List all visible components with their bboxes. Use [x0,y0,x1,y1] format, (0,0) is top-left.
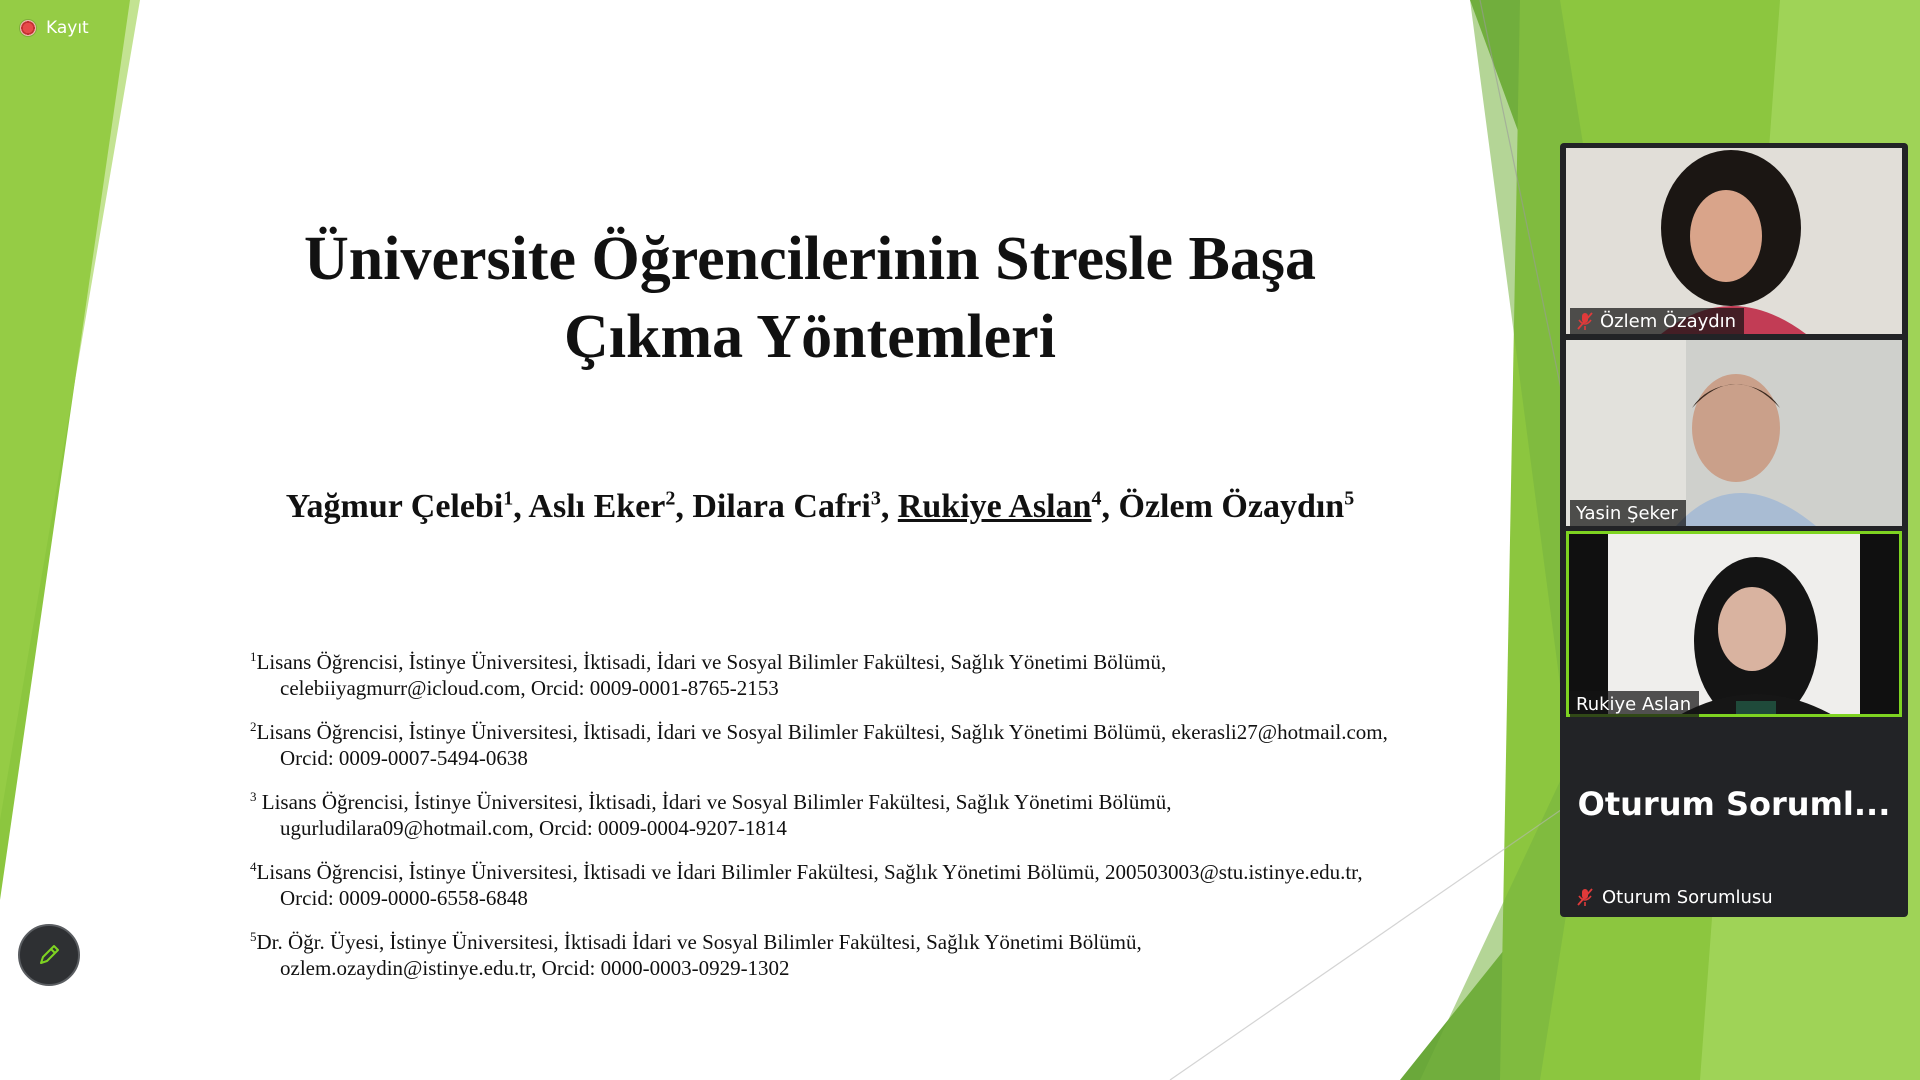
slide-title [270,220,1350,376]
affiliation-item: $^2$Lisans Öğrencisi, İstinye Üniversitesi, İktisadi, İdari ve Sosyal Bilimler Fakültesi, Sağlık Yönetimi Bölümü, ekerasli27@hotmail.com, Orcid: 0009-0007-5494-0638 [250,719,1388,770]
host-display-name: Oturum Soruml... [1577,785,1891,823]
mic-muted-icon [1576,887,1594,907]
affiliation-item: $^1$Lisans Öğrencisi, İstinye Üniversitesi, İktisadi, İdari ve Sosyal Bilimler Fakültesi, Sağlık Yönetimi Bölümü, celebiiyagmurr@icloud.com, Orcid: 0009-0001-8765-2153 [250,649,1167,700]
participant-video-tile-active[interactable] [1566,531,1902,717]
affiliation-item: $^5$Dr. Öğr. Üyesi, İstinye Üniversitesi, İktisadi İdari ve Sosyal Bilimler Fakültesi, Sağlık Yönetimi Bölümü, ozlem.ozaydin@istinye.edu.tr, Orcid: 0000-0003-0929-1302 [250,929,1142,980]
author: Özlem Özaydın$^5$ [1118,488,1355,526]
recording-label: Kayıt [46,18,89,38]
participant-name-tag: Özlem Özaydın [1570,308,1744,334]
pencil-icon [36,942,62,968]
annotate-button[interactable] [18,924,80,986]
participant-video-tile[interactable] [1566,148,1902,334]
author: Aslı Eker$^2$ [528,488,676,526]
participant-video-tile[interactable] [1566,340,1902,526]
participant-video [1566,340,1902,526]
affiliation-list [250,644,1450,994]
author-presenter: Rukiye Aslan$^4$ [897,488,1102,526]
participant-name-tag: Oturum Sorumlusu [1570,883,1779,911]
affiliation-item: $^4$Lisans Öğrencisi, İstinye Üniversitesi, İktisadi ve İdari Bilimler Fakültesi, Sağlık Yönetimi Bölümü, 200503003@stu.istinye.edu.tr, Orcid: 0009-0000-6558-6848 [250,859,1363,910]
record-dot-icon [20,20,36,36]
slide-title-line-1: Üniversite Öğrencilerinin Stresle Başa [304,225,1316,293]
slide-title-line-2: Çıkma Yöntemleri [564,303,1056,371]
recording-indicator[interactable] [20,18,89,38]
participant-name-tag: Rukiye Aslan [1570,691,1699,717]
author: Yağmur Çelebi$^1$ [285,488,514,526]
participant-video [1566,531,1902,717]
author: Dilara Cafri$^3$ [692,488,881,526]
author-list: Yağmur Çelebi$^1$, Aslı Eker$^2$, Dilara Cafri$^3$, Rukiye Aslan$^4$, Özlem Özaydın$^5$ [285,488,1355,526]
participant-video [1566,148,1902,334]
mic-muted-icon [1576,311,1594,331]
participant-name-tag: Yasin Şeker [1570,500,1686,526]
affiliation-item: $^3$ Lisans Öğrencisi, İstinye Üniversitesi, İktisadi, İdari ve Sosyal Bilimler Fakültesi, Sağlık Yönetimi Bölümü, ugurludilara09@hotmail.com, Orcid: 0009-0004-9207-1814 [250,789,1172,840]
